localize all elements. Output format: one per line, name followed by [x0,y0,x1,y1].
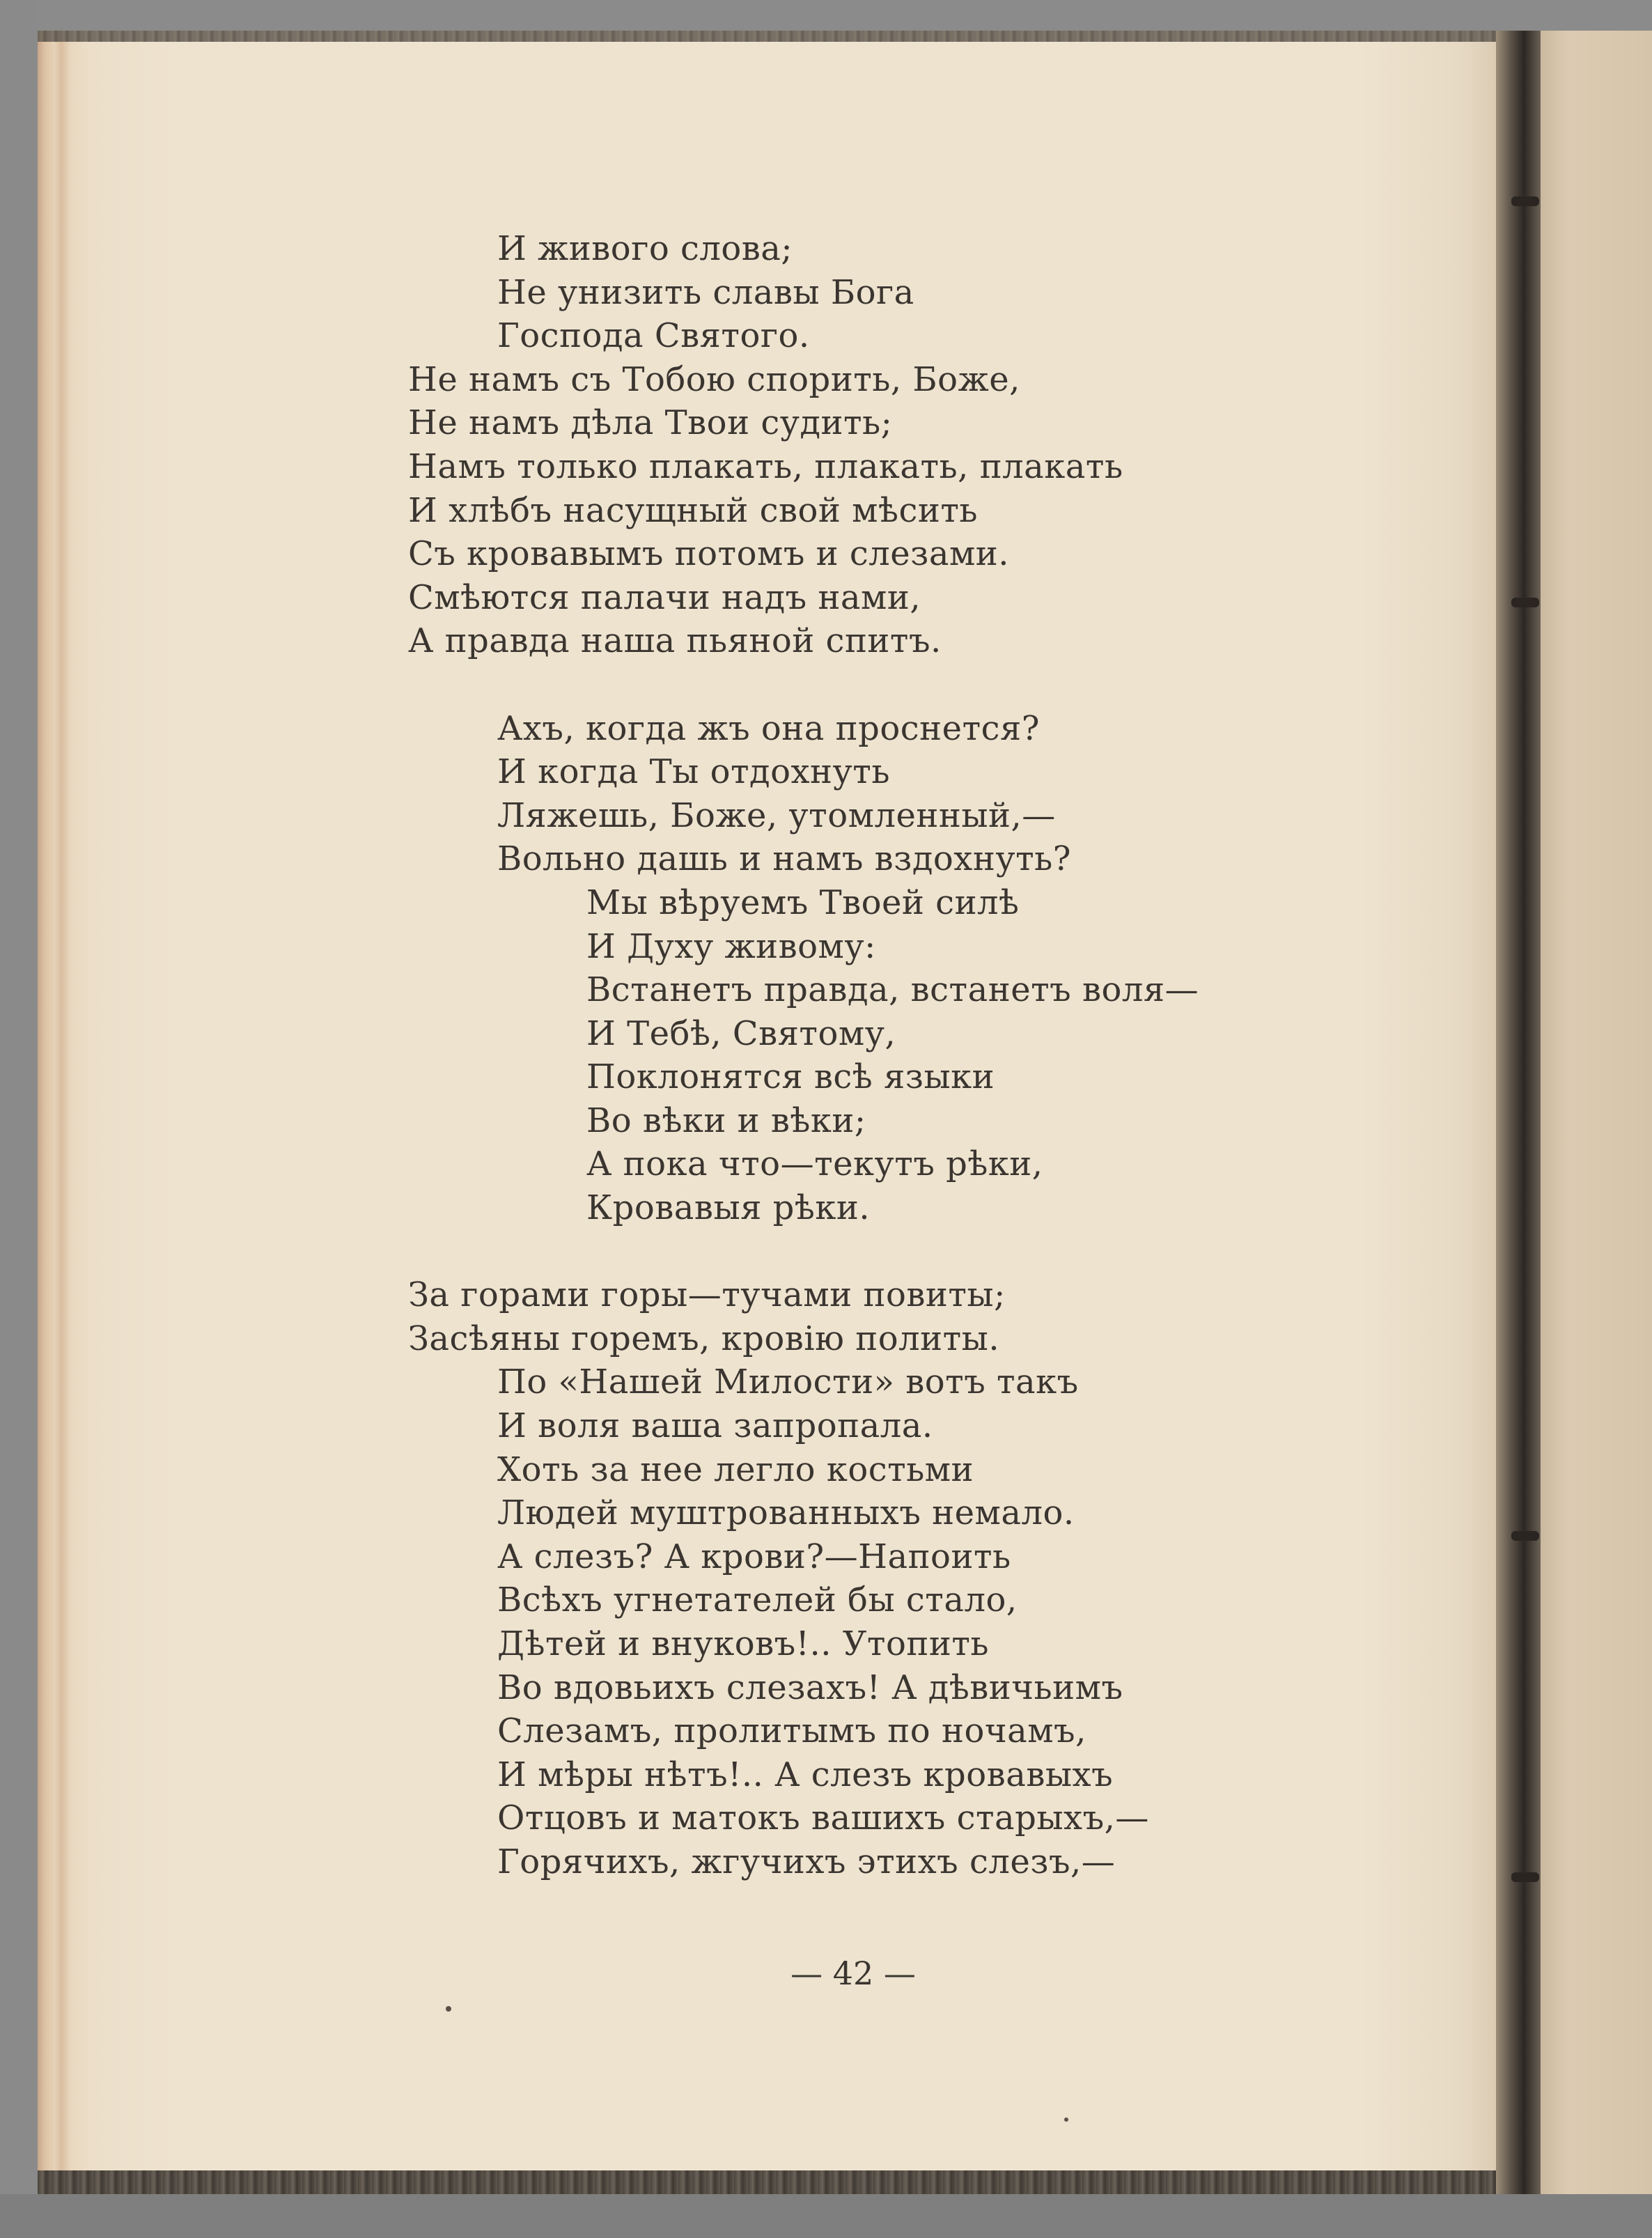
binding-stitch [1511,196,1539,206]
poem-line: И живого слова; [497,229,793,268]
poem-line: Дѣтей и внуковъ!.. Утопить [497,1624,990,1663]
poem-line: Ахъ, когда жъ она проснется? [497,708,1041,748]
poem-line: Намъ только плакать, плакать, плакать [408,446,1123,486]
poem-line: Во вѣки и вѣки; [586,1101,866,1140]
page-speck [1064,2117,1068,2122]
poem-line: Встанетъ правда, встанетъ воля— [586,970,1199,1010]
stanza-break [408,1230,1314,1274]
poem-line: И хлѣбъ насущный свой мѣсить [408,490,979,530]
poem-line: Не намъ съ Тобою спорить, Боже, [408,359,1020,399]
binding-stitch [1511,598,1539,607]
poem-line: Всѣхъ угнетателей бы стало, [497,1580,1018,1620]
poem-line: И Духу живому: [586,926,876,966]
poem-line: Ляжешь, Боже, утомленный,— [497,795,1056,835]
book-spine [1496,31,1541,2194]
poem-line: За горами горы—тучами повиты; [408,1275,1006,1315]
binding-stitch [1511,1531,1539,1541]
poem-line: Слезамъ, пролитымъ по ночамъ, [497,1711,1086,1751]
poem-line: Поклонятся всѣ языки [586,1057,995,1097]
poem-line: Кровавыя рѣки. [586,1188,871,1228]
page-speck [446,2006,451,2012]
poem-line: Вольно дашь и намъ вздохнуть? [497,839,1072,879]
poem-line: Смѣются палачи надъ нами, [408,577,921,617]
poem-line: А пока что—текутъ рѣки, [586,1144,1043,1184]
poem-line: Господа Святого. [497,316,810,356]
stanza [408,1273,1314,1883]
poem-line: И Тебѣ, Святому, [586,1013,896,1053]
stanza [408,227,1314,663]
poem-line: Не унизить славы Бога [497,272,914,312]
poem-line: Засѣяны горемъ, кровію политы. [408,1319,1000,1358]
poem-line: Хоть за нее легло костьми [497,1450,974,1489]
scan-top-border [0,0,1652,31]
poem-line: Людей муштрованныхъ немало. [497,1493,1075,1533]
poem-line: А слезъ? А крови?—Напоить [497,1537,1011,1576]
poem-line: И воля ваша запропала. [497,1406,933,1446]
page-top-edge [38,31,1534,42]
stanza-break [408,663,1314,707]
poem-text [408,227,1314,1884]
poem-line: Съ кровавымъ потомъ и слезами. [408,534,1010,574]
poem-line: Мы вѣруемъ Твоей силѣ [586,883,1020,922]
scan-bottom-border [0,2194,1652,2238]
poem-line: И когда Ты отдохнуть [497,752,890,792]
adjacent-page-edge [1541,31,1652,2194]
binding-stitch [1511,1872,1539,1882]
stanza [408,707,1314,1230]
page-bottom-edge [38,2170,1534,2194]
scan-left-border [0,0,38,2238]
poem-line: Во вдовьихъ слезахъ! А дѣвичьимъ [497,1668,1123,1707]
poem-line: А правда наша пьяной спитъ. [408,621,942,661]
poem-line: И мѣры нѣтъ!.. А слезъ кровавыхъ [497,1755,1114,1794]
poem-line: Не намъ дѣла Твои судить; [408,403,893,443]
poem-line: По «Нашей Милости» вотъ такъ [497,1362,1079,1402]
poem-line: Горячихъ, жгучихъ этихъ слезъ,— [497,1842,1116,1881]
page-number: — 42 — [790,1955,916,1992]
poem-line: Отцовъ и матокъ вашихъ старыхъ,— [497,1798,1149,1838]
